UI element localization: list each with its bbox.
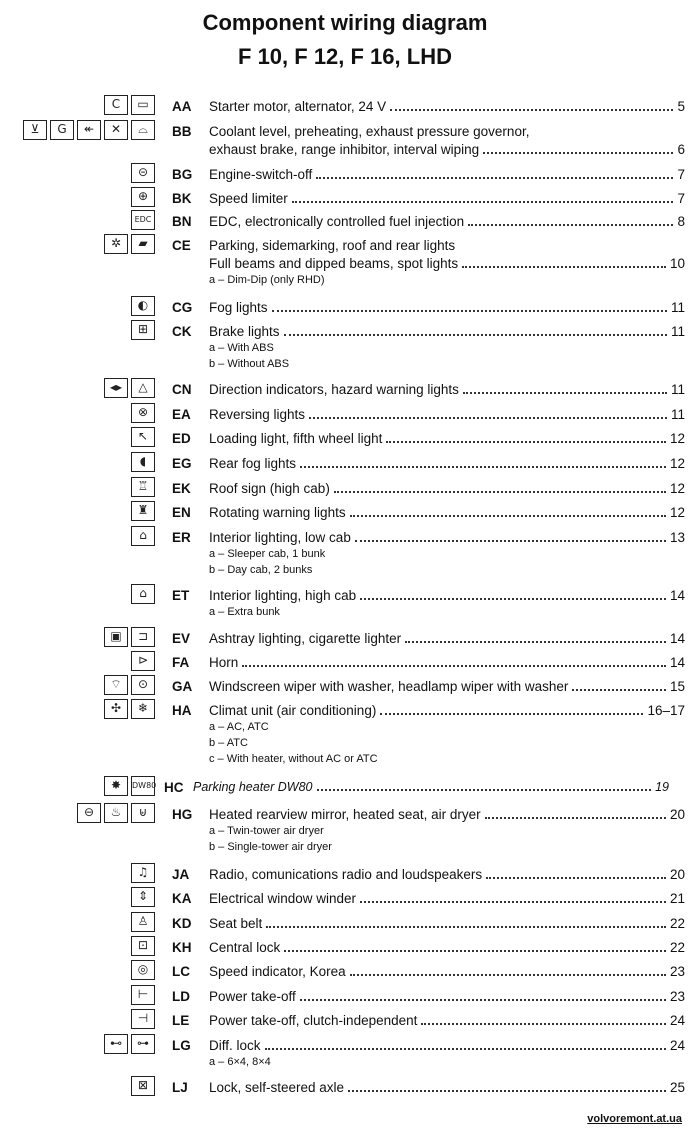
- icon-group: [131, 887, 155, 907]
- dot-leader: [405, 641, 666, 643]
- icon-group: [131, 863, 155, 883]
- dot-leader: [309, 417, 667, 419]
- icon-group: [131, 427, 155, 447]
- page-number[interactable]: 16–17: [647, 703, 685, 718]
- sub-item: a – Extra bunk: [209, 606, 280, 618]
- dot-leader: [462, 266, 666, 268]
- entry-title[interactable]: Fog lights: [209, 300, 268, 315]
- page-number[interactable]: 11: [670, 300, 685, 315]
- power-take-off-clutch-icon: ⊣: [131, 1009, 155, 1029]
- section-code: EN: [172, 505, 191, 520]
- entry-line: [209, 891, 685, 906]
- entry-line: [209, 964, 685, 979]
- coolant-icon: ⊻: [23, 120, 47, 140]
- sub-item: a – Sleeper cab, 1 bunk: [209, 548, 326, 560]
- entry-title[interactable]: Reversing lights: [209, 407, 306, 422]
- entry-line: [209, 300, 685, 315]
- page-number[interactable]: 20: [669, 807, 685, 822]
- section-code: JA: [172, 867, 190, 882]
- heated-mirror-icon: ⊖: [77, 803, 101, 823]
- dot-leader: [485, 817, 666, 819]
- entry-line: [209, 256, 685, 271]
- page-number[interactable]: 5: [677, 99, 685, 114]
- sub-item: a – 6×4, 8×4: [209, 1056, 271, 1068]
- diff-lock-2-icon: ⊶: [131, 1034, 155, 1054]
- page-number[interactable]: 23: [669, 989, 685, 1004]
- entry-line: [209, 191, 685, 206]
- ashtray-icon: ▣: [104, 627, 128, 647]
- entry-title[interactable]: Power take-off, clutch-independent: [209, 1013, 418, 1028]
- entry-title[interactable]: Speed indicator, Korea: [209, 964, 346, 979]
- section-code: LE: [172, 1013, 190, 1028]
- sub-item: a – Twin-tower air dryer: [209, 825, 324, 837]
- headlamp-wiper-icon: ⊙: [131, 675, 155, 695]
- section-code: BN: [172, 214, 192, 229]
- icon-group: [104, 378, 155, 398]
- entry-title[interactable]: Speed limiter: [209, 191, 288, 206]
- dot-leader: [334, 491, 666, 493]
- dot-leader: [284, 334, 667, 336]
- page-number[interactable]: 22: [669, 940, 685, 955]
- section-code: EK: [172, 481, 191, 496]
- page-number[interactable]: 20: [669, 867, 685, 882]
- dot-leader: [350, 974, 666, 976]
- icon-group: [131, 526, 155, 546]
- rear-fog-light-icon: ◖: [131, 452, 155, 472]
- entry-title[interactable]: Windscreen wiper with washer, headlamp wiper with washer: [209, 679, 569, 694]
- dot-leader: [380, 713, 643, 715]
- windscreen-wiper-icon: ⌔: [104, 675, 128, 695]
- page-number[interactable]: 15: [669, 679, 685, 694]
- sub-item: a – AC, ATC: [209, 721, 269, 733]
- page-number[interactable]: 21: [669, 891, 685, 906]
- section-code: LJ: [172, 1080, 188, 1095]
- exhaust-brake-icon: ✕: [104, 120, 128, 140]
- page-number[interactable]: 6: [677, 142, 685, 157]
- page-number[interactable]: 23: [669, 964, 685, 979]
- page-number[interactable]: 11: [670, 407, 685, 422]
- section-code: ER: [172, 530, 191, 545]
- icon-group: [131, 403, 155, 423]
- entry-line: [209, 431, 685, 446]
- page-number[interactable]: 12: [669, 431, 685, 446]
- entry-line: [209, 916, 685, 931]
- direction-indicator-icon: ◂▸: [104, 378, 128, 398]
- exhaust-governor-icon: ↞: [77, 120, 101, 140]
- entry-line: [209, 1038, 685, 1053]
- wiper-interval-icon: ⌓: [131, 120, 155, 140]
- entry-title[interactable]: Full beams and dipped beams, spot lights: [209, 256, 459, 271]
- dot-leader: [292, 201, 674, 203]
- power-take-off-icon: ⊢: [131, 985, 155, 1005]
- interior-light-high-icon: ⌂: [131, 584, 155, 604]
- preheat-icon: G: [50, 120, 74, 140]
- entry-line: [209, 214, 685, 229]
- dot-leader: [348, 1090, 666, 1092]
- dot-leader: [360, 901, 666, 903]
- dot-leader: [284, 950, 666, 952]
- heated-seat-icon: ♨: [104, 803, 128, 823]
- entry-title[interactable]: Starter motor, alternator, 24 V: [209, 99, 387, 114]
- section-code: BK: [172, 191, 192, 206]
- icon-group: [104, 776, 155, 796]
- entry-title[interactable]: EDC, electronically controlled fuel injection: [209, 214, 465, 229]
- page-number[interactable]: 13: [669, 530, 685, 545]
- icon-group: [131, 187, 155, 207]
- entry-title[interactable]: Parking heater DW80: [193, 780, 313, 794]
- icon-group: [131, 936, 155, 956]
- entry-title[interactable]: Ashtray lighting, cigarette lighter: [209, 631, 402, 646]
- entry-title[interactable]: Radio, comunications radio and loudspeakers: [209, 867, 483, 882]
- dot-leader: [463, 392, 667, 394]
- entry-line: [209, 407, 685, 422]
- entry-title[interactable]: Horn: [209, 655, 239, 670]
- section-code: BB: [172, 124, 192, 139]
- icon-group: [104, 234, 155, 254]
- entry-title[interactable]: Brake lights: [209, 324, 280, 339]
- section-code: AA: [172, 99, 192, 114]
- entry-line: [209, 382, 685, 397]
- page-number[interactable]: 24: [669, 1013, 685, 1028]
- page-number[interactable]: 11: [670, 382, 685, 397]
- icon-group: [131, 1009, 155, 1029]
- dot-leader: [272, 310, 667, 312]
- entry-line: [209, 142, 685, 157]
- dot-leader: [390, 109, 673, 111]
- page-number[interactable]: 19: [655, 780, 669, 794]
- entry-title[interactable]: Direction indicators, hazard warning lights: [209, 382, 459, 397]
- entry-line: [209, 989, 685, 1004]
- horn-icon: ⊳: [131, 651, 155, 671]
- entry-line: [209, 703, 685, 718]
- dot-leader: [242, 665, 666, 667]
- dot-leader: [300, 999, 666, 1001]
- dot-leader: [468, 224, 673, 226]
- entry-title[interactable]: Lock, self-steered axle: [209, 1080, 345, 1095]
- icon-group: [131, 584, 155, 604]
- dot-leader: [350, 515, 666, 517]
- icon-group: [104, 1034, 155, 1054]
- speed-indicator-icon: ◎: [131, 960, 155, 980]
- page-number[interactable]: 11: [670, 324, 685, 339]
- entry-line: [209, 1013, 685, 1028]
- page-number[interactable]: 7: [677, 191, 685, 206]
- starter-icon: C: [104, 95, 128, 115]
- edc-icon: EDC: [131, 210, 155, 230]
- page-title: Component wiring diagram: [202, 10, 488, 35]
- dot-leader: [265, 1048, 666, 1050]
- page-number[interactable]: 8: [677, 214, 685, 229]
- entry-title[interactable]: Heated rearview mirror, heated seat, air dryer: [209, 807, 481, 822]
- ac-icon: ❄: [131, 699, 155, 719]
- window-winder-icon: ⇕: [131, 887, 155, 907]
- icon-group: [131, 320, 155, 340]
- entry-title[interactable]: Coolant level, preheating, exhaust pressure governor,: [209, 124, 530, 139]
- icon-group: [104, 675, 155, 695]
- dot-leader: [300, 466, 666, 468]
- section-code: HC: [164, 780, 184, 795]
- fog-light-icon: ◐: [131, 296, 155, 316]
- sub-item: b – ATC: [209, 737, 248, 749]
- icon-group: [131, 296, 155, 316]
- icon-group: [131, 477, 155, 497]
- dot-leader: [360, 598, 666, 600]
- section-code: EG: [172, 456, 192, 471]
- sub-item: b – Single-tower air dryer: [209, 841, 332, 853]
- central-lock-icon: ⊡: [131, 936, 155, 956]
- dot-leader: [421, 1023, 666, 1025]
- page-number[interactable]: 14: [669, 631, 685, 646]
- entry-line: [209, 940, 685, 955]
- section-code: KH: [172, 940, 192, 955]
- icon-group: [104, 627, 155, 647]
- section-code: KA: [172, 891, 192, 906]
- icon-group: [131, 501, 155, 521]
- entry-line: [209, 1080, 685, 1095]
- cigarette-lighter-icon: ⊐: [131, 627, 155, 647]
- axle-lock-icon: ⊠: [131, 1076, 155, 1096]
- sub-item: a – With ABS: [209, 342, 274, 354]
- entry-title[interactable]: Central lock: [209, 940, 281, 955]
- section-code: FA: [172, 655, 190, 670]
- entry-line: [209, 679, 685, 694]
- entry-title[interactable]: Electrical window winder: [209, 891, 357, 906]
- page-number[interactable]: 24: [669, 1038, 685, 1053]
- entry-line: [209, 631, 685, 646]
- air-dryer-icon: ⊌: [131, 803, 155, 823]
- radio-icon: ♫: [131, 863, 155, 883]
- entry-title[interactable]: Loading light, fifth wheel light: [209, 431, 383, 446]
- entry-title[interactable]: Interior lighting, high cab: [209, 588, 357, 603]
- entry-line: [209, 655, 685, 670]
- entry-title[interactable]: Diff. lock: [209, 1038, 261, 1053]
- icon-group: [104, 95, 155, 115]
- entry-title[interactable]: Seat belt: [209, 916, 263, 931]
- section-code: LC: [172, 964, 190, 979]
- rotating-beacon-icon: ♜: [131, 501, 155, 521]
- section-code: HG: [172, 807, 193, 822]
- entry-line: [209, 481, 685, 496]
- entry-line: [209, 867, 685, 882]
- entry-title[interactable]: Rotating warning lights: [209, 505, 346, 520]
- dot-leader: [266, 926, 666, 928]
- section-code: HA: [172, 703, 192, 718]
- entry-line: [209, 505, 685, 520]
- section-code: CN: [172, 382, 192, 397]
- sub-item: b – Day cab, 2 bunks: [209, 564, 313, 576]
- section-code: EA: [172, 407, 191, 422]
- page-subtitle: F 10, F 12, F 16, LHD: [238, 44, 452, 69]
- page-number[interactable]: 10: [669, 256, 685, 271]
- entry-line: [209, 530, 685, 545]
- sub-item: c – With heater, without AC or ATC: [209, 753, 378, 765]
- entry-line: [209, 807, 685, 822]
- page-number[interactable]: 14: [669, 655, 685, 670]
- dw80-icon: DW80: [131, 776, 155, 796]
- parking-light-icon: ✲: [104, 234, 128, 254]
- reversing-light-icon: ⊗: [131, 403, 155, 423]
- headlight-icon: ▰: [131, 234, 155, 254]
- entry-title[interactable]: Interior lighting, low cab: [209, 530, 351, 545]
- section-code: BG: [172, 167, 193, 182]
- battery-icon: ▭: [131, 95, 155, 115]
- page-number[interactable]: 7: [677, 167, 685, 182]
- dot-leader: [486, 877, 666, 879]
- section-code: LD: [172, 989, 190, 1004]
- section-code: ET: [172, 588, 190, 603]
- page-number[interactable]: 25: [669, 1080, 685, 1095]
- dot-leader: [316, 177, 673, 179]
- page-number[interactable]: 12: [669, 481, 685, 496]
- section-code: EV: [172, 631, 191, 646]
- entry-title[interactable]: Roof sign (high cab): [209, 481, 330, 496]
- entry-line: [209, 324, 685, 339]
- icon-group: [131, 163, 155, 183]
- roof-sign-icon: ♖: [131, 477, 155, 497]
- section-code: CK: [172, 324, 192, 339]
- dot-leader: [386, 441, 666, 443]
- diff-lock-icon: ⊷: [104, 1034, 128, 1054]
- section-code: KD: [172, 916, 192, 931]
- seat-belt-icon: ♙: [131, 912, 155, 932]
- icon-group: [131, 210, 155, 230]
- section-code: LG: [172, 1038, 191, 1053]
- entry-line: [209, 99, 685, 114]
- entry-line: [209, 588, 685, 603]
- entry-line: [209, 167, 685, 182]
- section-code: CE: [172, 238, 191, 253]
- entry-line: [209, 238, 685, 253]
- dot-leader: [355, 540, 666, 542]
- entry-title[interactable]: Engine-switch-off: [209, 167, 313, 182]
- icon-group: [131, 985, 155, 1005]
- section-code: GA: [172, 679, 193, 694]
- fan-icon: ✣: [104, 699, 128, 719]
- sub-item: a – Dim-Dip (only RHD): [209, 274, 325, 286]
- entry-title[interactable]: Rear fog lights: [209, 456, 297, 471]
- loading-light-icon: ↖: [131, 427, 155, 447]
- speed-limiter-icon: ⊕: [131, 187, 155, 207]
- icon-group: [131, 912, 155, 932]
- watermark[interactable]: volvoremont.at.ua: [587, 1113, 682, 1125]
- hazard-icon: △: [131, 378, 155, 398]
- entry-title[interactable]: Power take-off: [209, 989, 296, 1004]
- icon-group: [131, 452, 155, 472]
- page-number[interactable]: 12: [669, 505, 685, 520]
- icon-group: [23, 120, 155, 140]
- page-number[interactable]: 12: [669, 456, 685, 471]
- dot-leader: [572, 689, 666, 691]
- dot-leader: [483, 152, 673, 154]
- section-code: ED: [172, 431, 191, 446]
- page-number[interactable]: 22: [669, 916, 685, 931]
- engine-stop-icon: ⊝: [131, 163, 155, 183]
- page-number[interactable]: 14: [669, 588, 685, 603]
- icon-group: [131, 651, 155, 671]
- entry-line: [209, 456, 685, 471]
- icon-group: [131, 960, 155, 980]
- interior-light-icon: ⌂: [131, 526, 155, 546]
- section-code: CG: [172, 300, 193, 315]
- icon-group: [104, 699, 155, 719]
- entry-title[interactable]: Parking, sidemarking, roof and rear lights: [209, 238, 456, 253]
- sub-item: b – Without ABS: [209, 358, 290, 370]
- brake-light-icon: ⊞: [131, 320, 155, 340]
- icon-group: [131, 1076, 155, 1096]
- entry-line: [193, 780, 669, 794]
- entry-title[interactable]: exhaust brake, range inhibitor, interval wiping: [209, 142, 480, 157]
- entry-title[interactable]: Climat unit (air conditioning): [209, 703, 377, 718]
- dot-leader: [317, 789, 652, 791]
- icon-group: [77, 803, 155, 823]
- entry-line: [209, 124, 685, 139]
- parking-heater-icon: ✸: [104, 776, 128, 796]
